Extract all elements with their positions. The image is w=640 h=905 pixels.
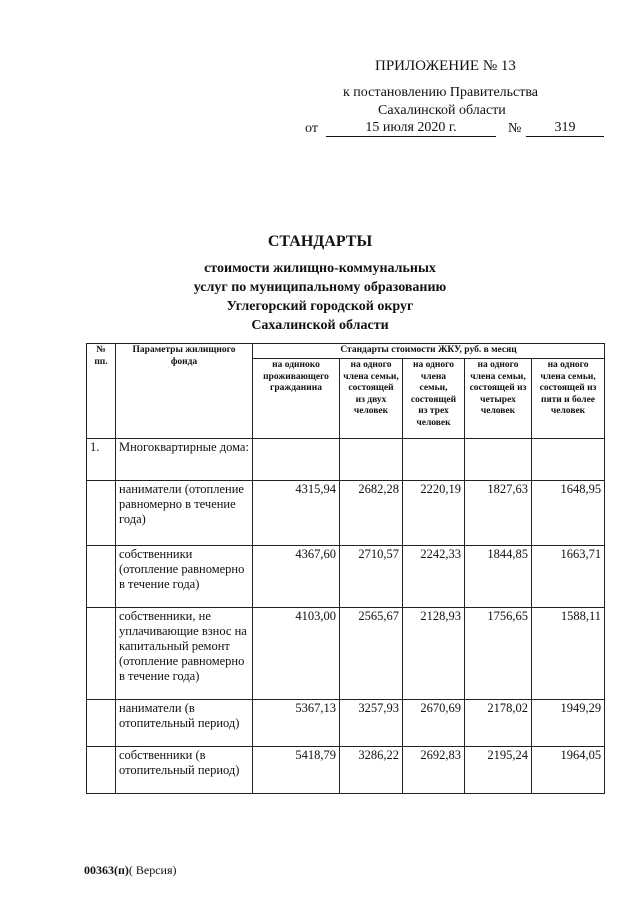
cell-value: 2195,24 — [465, 747, 532, 794]
row-label: наниматели (в отопительный период) — [116, 700, 253, 747]
table-row — [87, 546, 605, 608]
header-col-1: на одиноко проживающего гражданина — [253, 359, 340, 439]
cell-value: 2692,83 — [403, 747, 465, 794]
section-row — [87, 439, 605, 481]
cell-value: 1648,95 — [532, 481, 605, 546]
table-header-row — [87, 344, 605, 359]
row-label: собственники (в отопительный период) — [116, 747, 253, 794]
document-version: ( Версия) — [128, 863, 177, 877]
cell-value: 2178,02 — [465, 700, 532, 747]
table-row — [87, 747, 605, 794]
header-col-3: на одного члена семьи, состоящей из трех человек — [403, 359, 465, 439]
from-label: от — [305, 121, 318, 136]
cell-value: 2710,57 — [340, 546, 403, 608]
header-col-2: на одного члена семьи, состоящей из двух человек — [340, 359, 403, 439]
cell-value: 2565,67 — [340, 608, 403, 700]
row-label: наниматели (отопление равномерно в течение года) — [116, 481, 253, 546]
cell-value: 2682,28 — [340, 481, 403, 546]
row-label: собственники, не уплачивающие взнос на капитальный ремонт (отопление равномерно в течение года) — [116, 608, 253, 700]
cell-value: 2220,19 — [403, 481, 465, 546]
cell-value: 2242,33 — [403, 546, 465, 608]
cell-value: 5367,13 — [253, 700, 340, 747]
appendix-line-2: Сахалинской области — [378, 103, 506, 118]
appendix-header — [0, 0, 640, 140]
subtitle-line-3: Углегорский городской округ — [226, 299, 414, 314]
cell-value: 4103,00 — [253, 608, 340, 700]
cell-value: 3257,93 — [340, 700, 403, 747]
document-code: 00363(п) — [84, 863, 129, 877]
cell-value: 4315,94 — [253, 481, 340, 546]
section-label: Многоквартирные дома: — [116, 439, 253, 481]
subtitle-line-4: Сахалинской области — [251, 318, 389, 333]
appendix-title: ПРИЛОЖЕНИЕ № 13 — [375, 58, 516, 74]
table-row — [87, 481, 605, 546]
document-footer — [84, 863, 177, 878]
section-index: 1. — [87, 439, 116, 481]
header-number: № пп. — [87, 344, 116, 439]
decree-number: 319 — [526, 120, 604, 137]
cell-value: 1827,63 — [465, 481, 532, 546]
cell-value: 3286,22 — [340, 747, 403, 794]
cell-value: 2128,93 — [403, 608, 465, 700]
cell-value: 5418,79 — [253, 747, 340, 794]
appendix-line-1: к постановлению Правительства — [343, 85, 539, 100]
header-col-4: на одного члена семьи, состоящей из четырех человек — [465, 359, 532, 439]
cell-value: 1949,29 — [532, 700, 605, 747]
cell-value: 1588,11 — [532, 608, 605, 700]
cell-value: 4367,60 — [253, 546, 340, 608]
cell-value: 1844,85 — [465, 546, 532, 608]
decree-date: 15 июля 2020 г. — [326, 120, 496, 137]
cell-value: 2670,69 — [403, 700, 465, 747]
table-row — [87, 700, 605, 747]
header-params: Параметры жилищного фонда — [116, 344, 253, 439]
document-subtitle — [0, 259, 640, 335]
subtitle-line-2: услуг по муниципальному образованию — [193, 280, 447, 295]
document-title: СТАНДАРТЫ — [267, 233, 373, 250]
header-group: Стандарты стоимости ЖКУ, руб. в месяц — [253, 344, 605, 359]
table-row — [87, 608, 605, 700]
cell-value: 1756,65 — [465, 608, 532, 700]
standards-table — [86, 343, 605, 794]
cell-value: 1964,05 — [532, 747, 605, 794]
number-label: № — [508, 121, 522, 136]
row-label: собственники (отопление равномерно в течение года) — [116, 546, 253, 608]
cell-value: 1663,71 — [532, 546, 605, 608]
subtitle-line-1: стоимости жилищно-коммунальных — [204, 261, 436, 276]
header-col-5: на одного члена семьи, состоящей из пяти и более человек — [532, 359, 605, 439]
